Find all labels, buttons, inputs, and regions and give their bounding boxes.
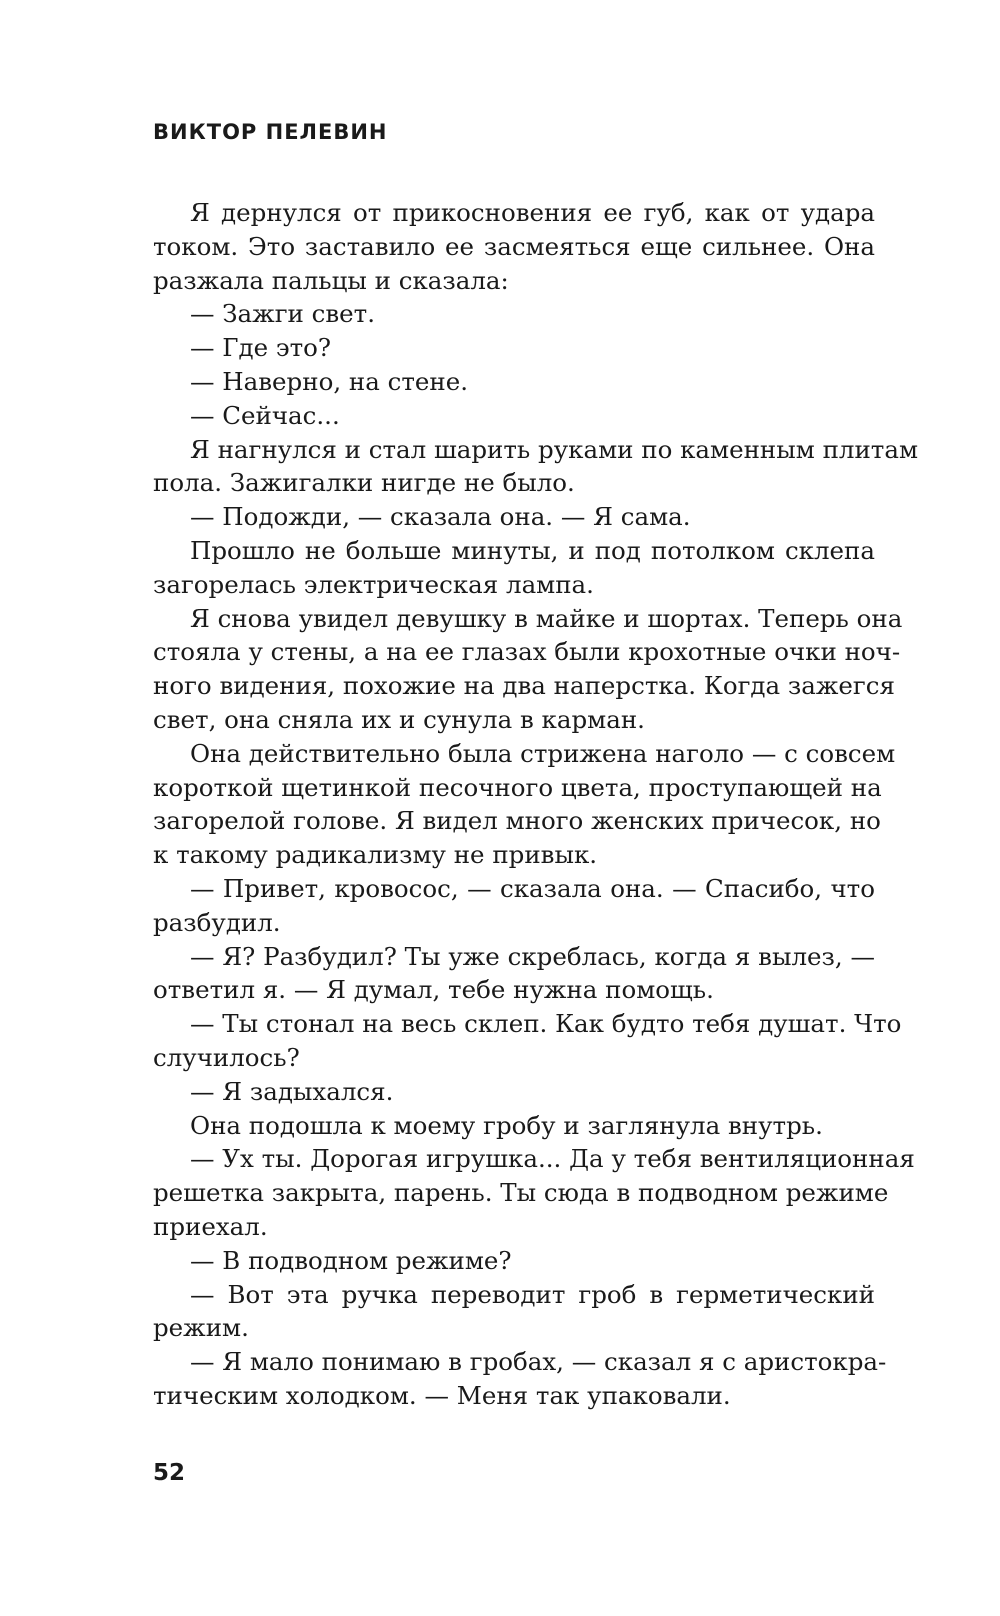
running-header: ВИКТОР ПЕЛЕВИН bbox=[153, 120, 388, 144]
text-line: Она действительно была стрижена наголо — с совсем bbox=[190, 738, 896, 768]
text-line: током. Это заставило ее засмеяться еще сильнее. Она bbox=[153, 231, 875, 261]
text-line: загорелой голове. Я видел много женских причесок, но bbox=[153, 806, 881, 836]
text-line: пола. Зажигалки нигде не было. bbox=[153, 468, 575, 498]
text-line: режим. bbox=[153, 1313, 249, 1343]
text-line: — Я? Разбудил? Ты уже скреблась, когда я вылез, — bbox=[190, 941, 875, 971]
text-line: ного видения, похожие на два наперстка. Когда зажегся bbox=[153, 671, 895, 701]
text-line: — Я задыхался. bbox=[190, 1076, 394, 1106]
text-line: к такому радикализму не привык. bbox=[153, 840, 598, 870]
text-line: стояла у стены, а на ее глазах были крохотные очки ноч- bbox=[153, 637, 901, 667]
text-line: разбудил. bbox=[153, 907, 281, 937]
text-line: — Наверно, на стене. bbox=[190, 366, 469, 396]
text-line: случилось? bbox=[153, 1042, 300, 1072]
text-line: свет, она сняла их и сунула в карман. bbox=[153, 704, 645, 734]
text-line: — Где это? bbox=[190, 333, 332, 363]
text-line: ответил я. — Я думал, тебе нужна помощь. bbox=[153, 975, 714, 1005]
text-line: — Подожди, — сказала она. — Я сама. bbox=[190, 502, 691, 532]
text-line: решетка закрыта, парень. Ты сюда в подводном режиме bbox=[153, 1178, 889, 1208]
page-number: 52 bbox=[153, 1460, 186, 1486]
text-line: — Зажги свет. bbox=[190, 299, 376, 329]
text-line: Я снова увидел девушку в майке и шортах. Теперь она bbox=[190, 603, 903, 633]
text-line: — Ты стонал на весь склеп. Как будто тебя душат. Что bbox=[190, 1009, 902, 1039]
text-line: короткой щетинкой песочного цвета, проступающей на bbox=[153, 772, 882, 802]
body-text bbox=[153, 196, 919, 1413]
text-line: Я нагнулся и стал шарить руками по каменным плитам bbox=[190, 434, 919, 464]
text-line: тическим холодком. — Меня так упаковали. bbox=[153, 1380, 731, 1410]
text-line: — Привет, кровосос, — сказала она. — Спасибо, что bbox=[190, 873, 875, 903]
text-line: Я дернулся от прикосновения ее губ, как от удара bbox=[190, 198, 875, 227]
text-line: Она подошла к моему гробу и заглянула внутрь. bbox=[190, 1110, 823, 1140]
text-line: разжала пальцы и сказала: bbox=[153, 265, 509, 295]
text-line: — Вот эта ручка переводит гроб в герметический bbox=[190, 1279, 875, 1309]
text-line: — Ух ты. Дорогая игрушка... Да у тебя вентиляционная bbox=[190, 1144, 915, 1174]
text-line: — Сейчас... bbox=[190, 400, 340, 430]
text-line: — В подводном режиме? bbox=[190, 1245, 512, 1275]
text-line: приехал. bbox=[153, 1211, 268, 1241]
text-line: — Я мало понимаю в гробах, — сказал я с аристокра- bbox=[190, 1347, 887, 1377]
text-line: Прошло не больше минуты, и под потолком склепа bbox=[190, 535, 875, 565]
text-line: загорелась электрическая лампа. bbox=[153, 569, 594, 599]
